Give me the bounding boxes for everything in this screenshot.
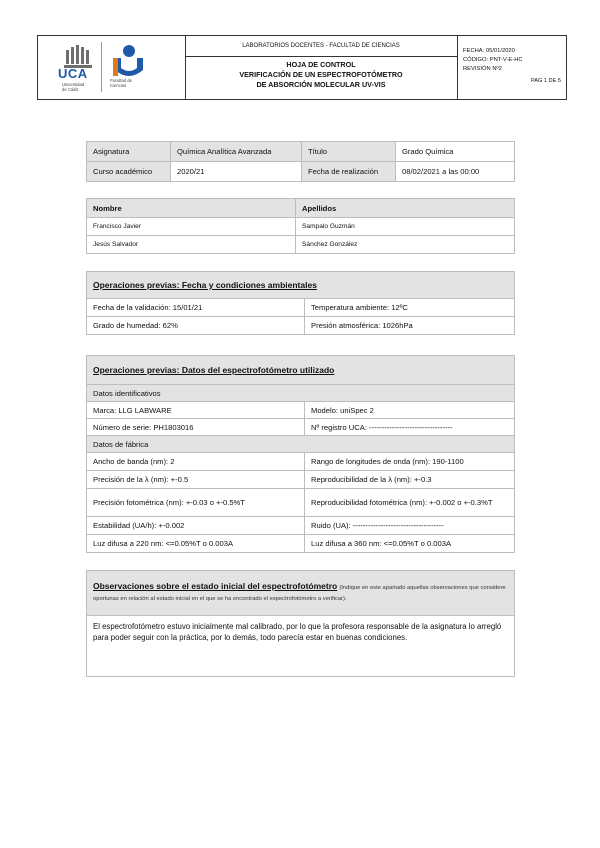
curso-label: Curso académico <box>87 162 171 182</box>
doc-revision: REVISIÓN Nº2 <box>463 66 502 73</box>
reproducibilidad-fotometrica: Reproducibilidad fotométrica (nm): +-0.002 o +-0.3%T <box>305 489 515 517</box>
observations-note: (Indique en este apartado aquellas observaciones que considere oportunas en relación al estado inicial en el que se ha encontrado el espectrofotómetro a verificar). <box>93 585 506 602</box>
marca: Marca: LLG LABWARE <box>87 402 305 419</box>
humedad: Grado de humedad: 62% <box>87 317 305 335</box>
doc-code: CÓDIGO: PNT-V-E-HC <box>463 57 523 64</box>
student-apellidos: Sampalo Guzmán <box>296 218 515 236</box>
table-row <box>87 218 515 236</box>
table-row <box>87 236 515 254</box>
uca-logo-text: UCA <box>58 66 88 81</box>
document-title <box>185 57 457 90</box>
logo-divider <box>101 42 102 92</box>
page-number: PAG 1 DE 5 <box>530 78 561 84</box>
observations-title: Observaciones sobre el estado inicial del espectrofotómetro <box>93 581 338 591</box>
precision-lambda: Precisión de la λ (nm): +-0.5 <box>87 471 305 489</box>
ambient-section-title: Operaciones previas: Fecha y condiciones ambientales <box>87 272 515 299</box>
fecha-label: Fecha de realización <box>302 162 396 182</box>
curso-value: 2020/21 <box>171 162 302 182</box>
observations-header <box>87 571 515 616</box>
ambient-table <box>86 271 515 335</box>
numero-serie: Número de serie: PH1803016 <box>87 419 305 436</box>
estabilidad: Estabilidad (UA/h): +-0.002 <box>87 517 305 535</box>
lab-name: LABORATORIOS DOCENTES - FACULTAD DE CIENCIAS <box>185 36 457 57</box>
apellidos-header: Apellidos <box>296 199 515 218</box>
title-line-2: VERIFICACIÓN DE UN ESPECTROFOTÓMETRO <box>239 70 403 79</box>
faculty-logo-subtitle <box>110 78 132 88</box>
observations-table <box>86 570 515 677</box>
title-line-3: DE ABSORCIÓN MOLECULAR UV-VIS <box>256 80 386 89</box>
reproducibilidad-lambda: Reproducibilidad de la λ (nm): +-0.3 <box>305 471 515 489</box>
students-table <box>86 198 515 254</box>
datos-fabrica: Datos de fábrica <box>87 436 515 453</box>
uca-logo-subtitle <box>62 82 84 92</box>
titulo-label: Título <box>302 142 396 162</box>
luz-difusa-220: Luz difusa a 220 nm: <=0.05%T o 0.003A <box>87 535 305 553</box>
ruido: Ruido (UA): ------------------------------------ <box>305 517 515 535</box>
fecha-validacion: Fecha de la validación: 15/01/21 <box>87 299 305 317</box>
luz-difusa-360: Luz difusa a 360 nm: <=0.05%T o 0.003A <box>305 535 515 553</box>
asignatura-value: Química Analítica Avanzada <box>171 142 302 162</box>
fac-sub1: Facultad de <box>110 78 132 83</box>
rango-longitudes: Rango de longitudes de onda (nm): 190-1100 <box>305 453 515 471</box>
precision-fotometrica: Precisión fotométrica (nm): +-0.03 o +-0.5%T <box>87 489 305 517</box>
student-apellidos: Sánchez González <box>296 236 515 254</box>
presion: Presión atmosférica: 1026hPa <box>305 317 515 335</box>
student-nombre: Jesús Salvador <box>87 236 296 254</box>
logo-cell <box>38 36 186 99</box>
nombre-header: Nombre <box>87 199 296 218</box>
title-line-1: HOJA DE CONTROL <box>286 60 356 69</box>
observations-text: El espectrofotómetro estuvo inicialmente mal calibrado, por lo que la profesora responsable de la asignatura lo arregló para poder seguir con la práctica, por lo demás, todo parecía estar en buenas condiciones. <box>87 616 515 677</box>
fac-sub2: Ciencias <box>110 83 127 88</box>
document-header <box>37 35 567 100</box>
titulo-value: Grado Química <box>396 142 515 162</box>
registro-uca: Nº registro UCA: --------------------------------- <box>305 419 515 436</box>
asignatura-label: Asignatura <box>87 142 171 162</box>
datos-identificativos: Datos identificativos <box>87 385 515 402</box>
course-table <box>86 141 515 182</box>
ancho-banda: Ancho de banda (nm): 2 <box>87 453 305 471</box>
student-nombre: Francisco Javier <box>87 218 296 236</box>
spectro-section-title: Operaciones previas: Datos del espectrofotómetro utilizado <box>87 356 515 385</box>
spectro-table <box>86 355 515 553</box>
uca-sub2: de Cádiz <box>62 87 79 92</box>
document-meta <box>463 47 523 75</box>
temperatura: Temperatura ambiente: 12ºC <box>305 299 515 317</box>
uca-sub1: Universidad <box>62 82 85 87</box>
doc-date: FECHA: 05/01/2020 <box>463 48 515 54</box>
fecha-value: 08/02/2021 a las 00:00 <box>396 162 515 182</box>
title-cell <box>185 36 458 99</box>
meta-cell <box>457 36 567 99</box>
modelo: Modelo: uniSpec 2 <box>305 402 515 419</box>
